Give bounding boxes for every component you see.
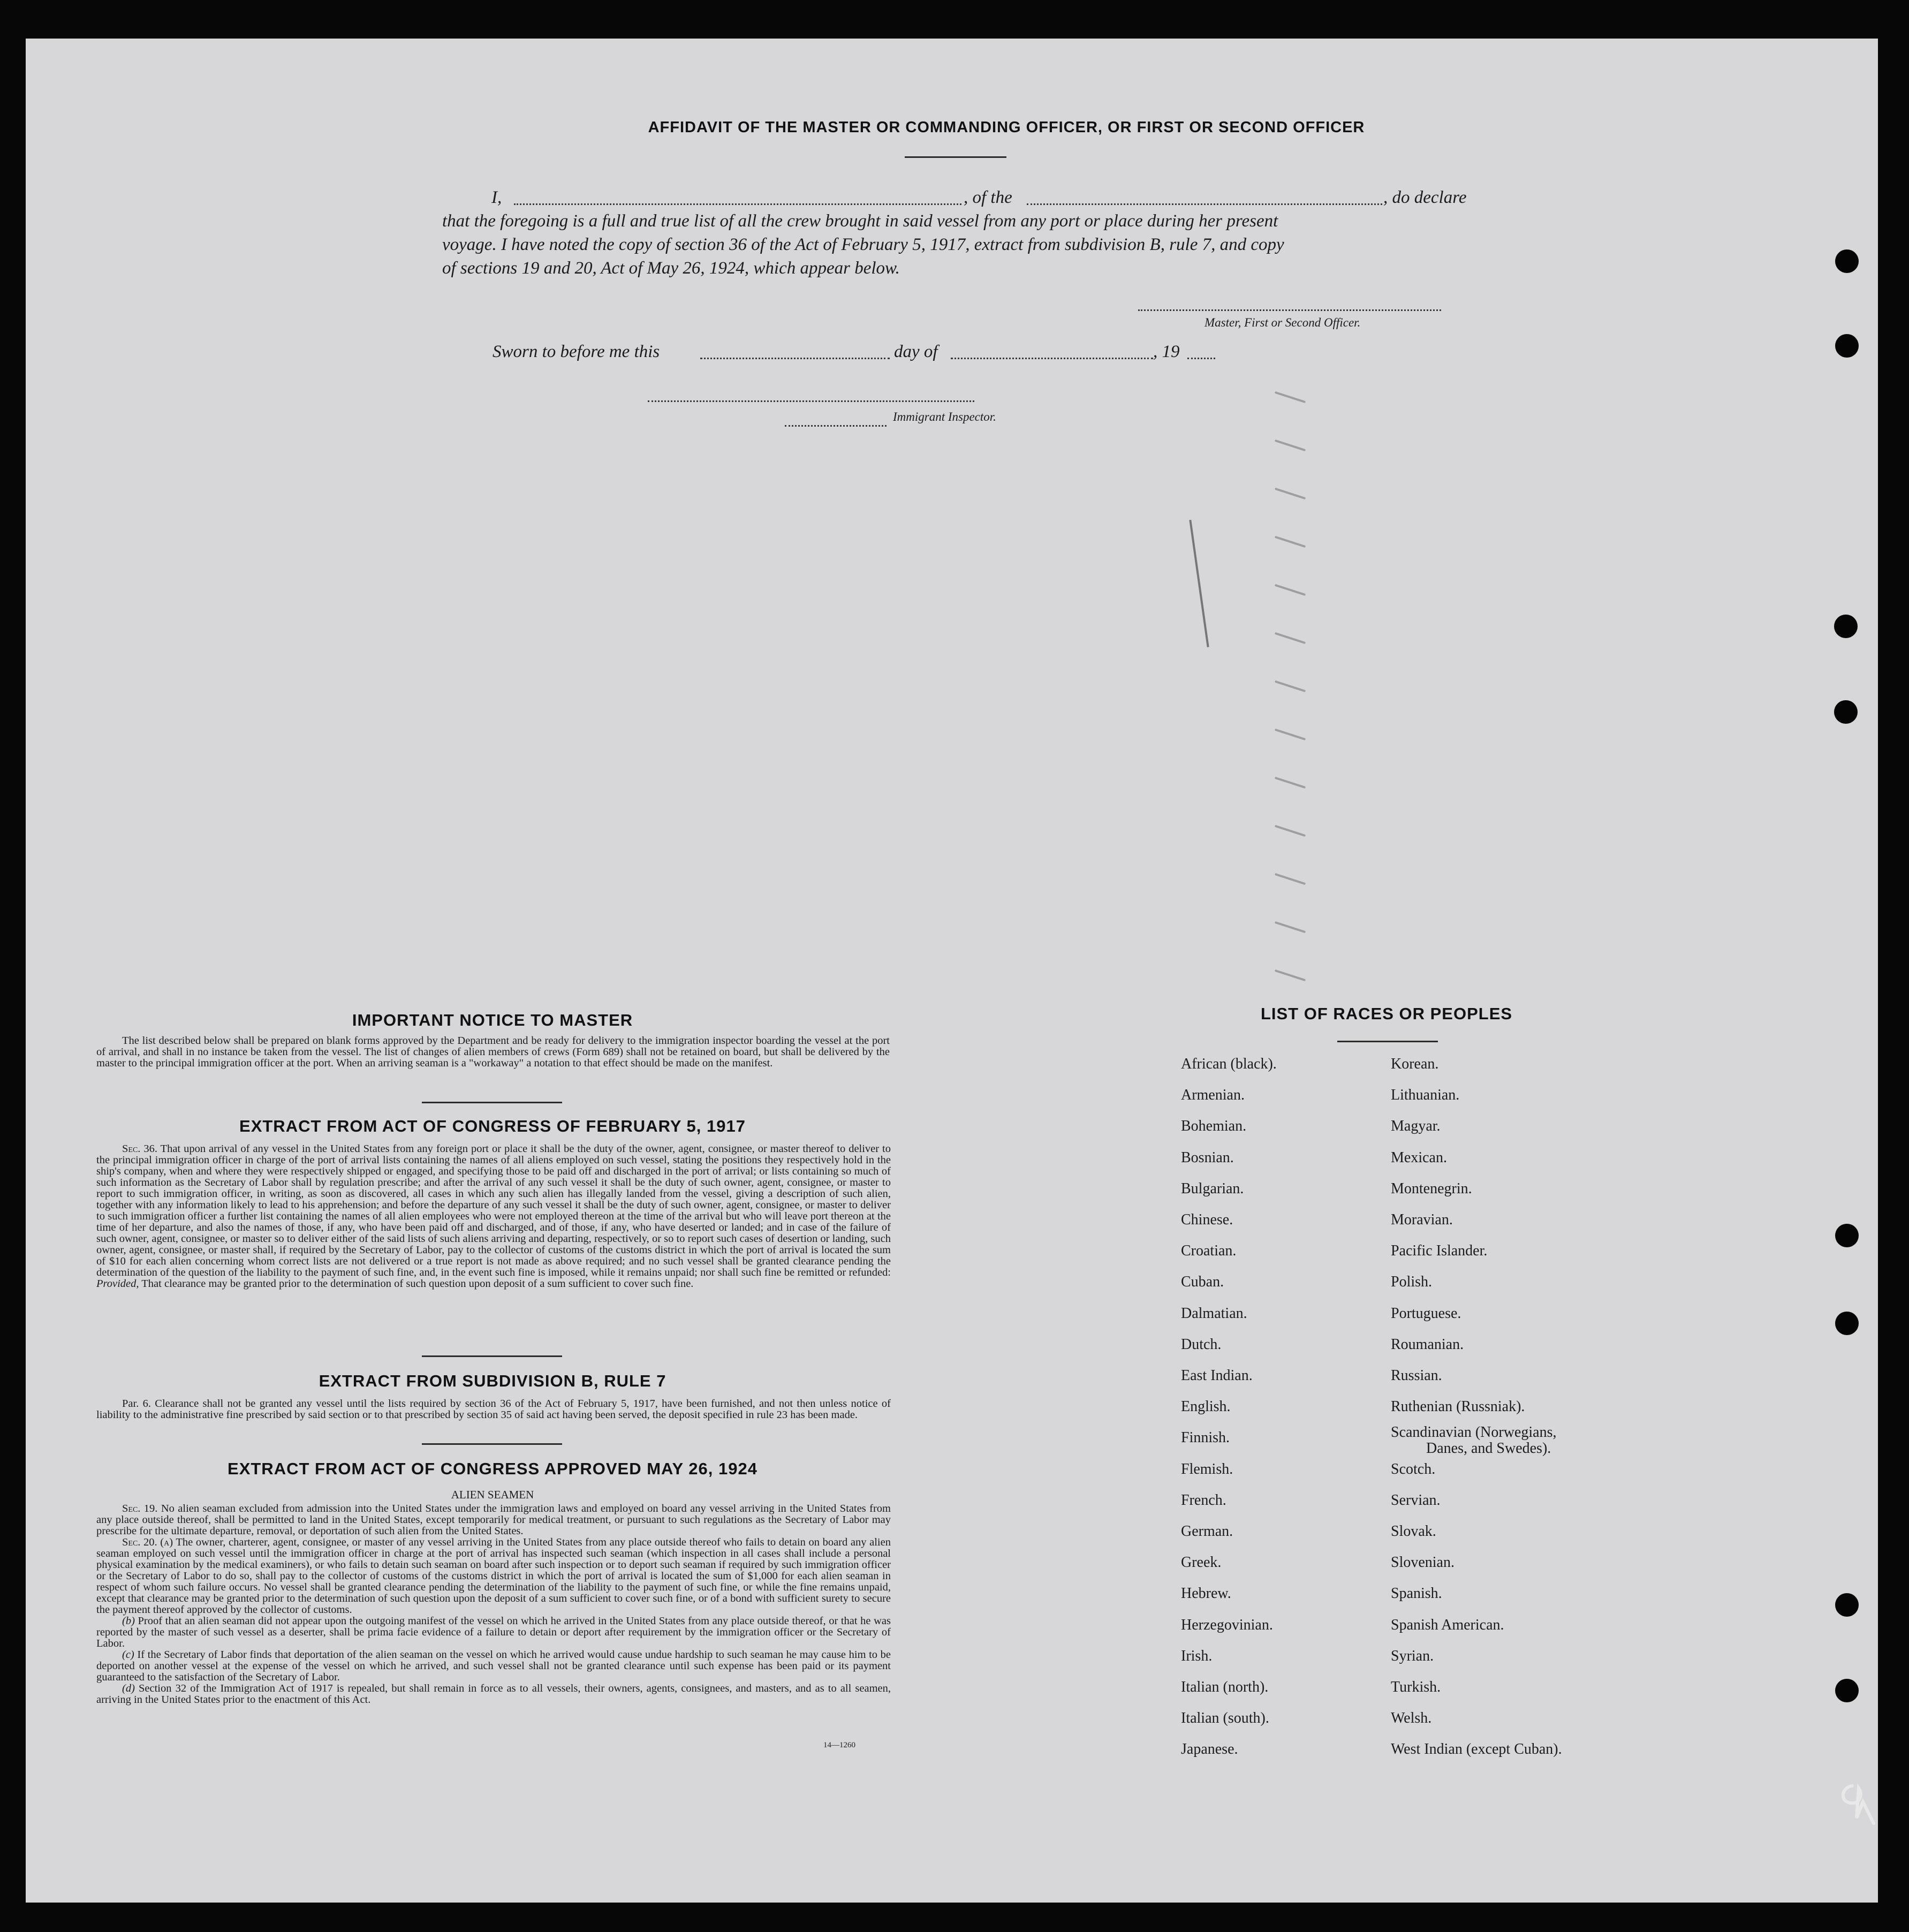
race-item: Dalmatian. <box>1181 1305 1247 1322</box>
race-item: Turkish. <box>1391 1679 1441 1695</box>
race-item: Scotch. <box>1391 1460 1436 1478</box>
race-item: Bosnian. <box>1181 1149 1234 1166</box>
name-field[interactable] <box>514 203 961 205</box>
notice-title: IMPORTANT NOTICE TO MASTER <box>352 1011 633 1029</box>
sworn-day-of: day of <box>894 342 938 361</box>
race-item: Bohemian. <box>1181 1118 1247 1135</box>
race-item: Scandinavian (Norwegians, <box>1391 1424 1557 1441</box>
affidavit-i: I, <box>491 188 502 207</box>
sworn-year-field[interactable] <box>1187 358 1215 359</box>
form-code: 14—1260 <box>823 1741 855 1749</box>
punch-hole <box>1835 249 1859 273</box>
master-signature-label: Master, First or Second Officer. <box>1205 316 1361 329</box>
race-item: Bulgarian. <box>1181 1180 1244 1197</box>
title-underline <box>905 156 1006 158</box>
sworn-prefix: Sworn to before me this <box>493 342 660 361</box>
race-item: Portuguese. <box>1391 1305 1461 1322</box>
divider <box>422 1102 562 1103</box>
divider <box>422 1443 562 1445</box>
inspector-signature-field[interactable] <box>648 400 974 402</box>
race-item: Croatian. <box>1181 1242 1237 1260</box>
extract-1924-title: EXTRACT FROM ACT OF CONGRESS APPROVED MAY 26, 1924 <box>228 1459 757 1478</box>
sec-20c-body: If the Secretary of Labor finds that deportation of the alien seaman on the vessel on which he arrived would cause undue hardship to such seaman he may cause him to be deported on another vessel at the expense of the vessel on which he arrived, and such vessel shall not be granted clearance until such expense has been paid or its payment guaranteed to the satisfaction of the Secretary of Labor. <box>96 1649 891 1683</box>
affidavit-of-the: , of the <box>964 188 1012 207</box>
race-item: Ruthenian (Russniak). <box>1391 1398 1525 1415</box>
races-title-underline <box>1337 1041 1438 1042</box>
affidavit-declare: , do declare <box>1383 188 1467 207</box>
sec-20d-body: Section 32 of the Immigration Act of 1917 is repealed, but shall remain in force as to all vessels, their owners, agents, consignees, and masters, and as to all seamen, arriving in the United States prior to the enactment of this Act. <box>96 1683 891 1706</box>
inspector-label: Immigrant Inspector. <box>893 410 996 423</box>
affidavit-title: AFFIDAVIT OF THE MASTER OR COMMANDING OFFICER, OR FIRST OR SECOND OFFICER <box>648 119 1365 136</box>
inspector-prefix-dots <box>785 425 887 427</box>
race-item: Servian. <box>1391 1491 1441 1509</box>
sec-19-body: No alien seaman excluded from admission into the United States under the immigration laws and employed on board any vessel arriving in the United States from any place outside thereof, shall be permitted to land in the United States, except temporarily for medical treatment, or pursuant to such regulations as the Secretary of Labor may prescribe for the ultimate departure, removal, or deportation of such alien from the United States. <box>96 1503 891 1537</box>
sec-36-label: Sec. 36. <box>122 1143 157 1155</box>
affidavit-line-1 <box>491 185 502 210</box>
race-item: Russian. <box>1391 1367 1442 1384</box>
race-item: Dutch. <box>1181 1336 1222 1353</box>
extract-1917-text <box>96 1143 891 1290</box>
affidavit-line-3: voyage. I have noted the copy of section 36 of the Act of February 5, 1917, extract from subdivision B, rule 7, and copy <box>442 235 1284 254</box>
sworn-year: , 19 <box>1153 342 1180 361</box>
punch-hole <box>1835 1679 1859 1702</box>
sworn-day-field[interactable] <box>700 358 890 359</box>
race-item: Pacific Islander. <box>1391 1242 1488 1260</box>
vessel-field[interactable] <box>1027 203 1382 205</box>
punch-hole <box>1835 1312 1859 1335</box>
provided-word: Provided, <box>96 1278 139 1290</box>
punch-hole <box>1834 615 1858 638</box>
race-item: Welsh. <box>1391 1710 1432 1727</box>
race-item: Mexican. <box>1391 1149 1447 1166</box>
race-item: Korean. <box>1391 1056 1439 1072</box>
race-item: Spanish American. <box>1391 1616 1504 1633</box>
race-item: Magyar. <box>1391 1118 1441 1135</box>
extract-1917-title: EXTRACT FROM ACT OF CONGRESS OF FEBRUARY 5, 1917 <box>239 1117 746 1135</box>
punch-hole <box>1835 334 1859 358</box>
race-item: Roumanian. <box>1391 1336 1464 1353</box>
master-signature-field[interactable] <box>1138 309 1441 311</box>
race-item: Greek. <box>1181 1554 1222 1571</box>
race-item: Lithuanian. <box>1391 1087 1460 1104</box>
rule7-text: Par. 6. Clearance shall not be granted any vessel until the lists required by section 36 of the Act of February 5, 1917, have been furnished, and not then unless notice of liability to the administrative fine prescribed by said section or to that prescribed by section 35 of said act having been served, the deposit specified in rule 23 has been made. <box>96 1398 891 1421</box>
sec-36-end: That clearance may be granted prior to the determination of such question upon deposit of a sum sufficient to cover such fine. <box>141 1278 694 1290</box>
handwritten-page-number <box>1831 1781 1879 1834</box>
sec-20a-body: The owner, charterer, agent, consignee, or master of any vessel arriving in the United States from any place outside thereof who fails to detain on board any alien seaman employed on such vessel until the immigration officer in charge at the port of arrival has inspected such seaman (which inspection in all cases shall include a personal physical examination by the medical examiners), or who fails to detain such seaman on board after such inspection or to deport such seaman if required by such immigration officer or the Secretary of Labor to do so, shall pay to the collector of customs of the customs district in which the port of arrival is located the sum of $1,000 for each alien seaman in respect of whom such failure occurs. No vessel shall be granted clearance pending the determination of the liability to the payment of such fine, or while the fine remains unpaid, except that clearance may be granted prior to the determination of such question upon the deposit of a sum sufficient to cover such fine, or of a bond with sufficient surety to secure the payment thereof approved by the collector of customs. <box>96 1536 891 1616</box>
notice-text: The list described below shall be prepared on blank forms approved by the Department and be ready for delivery to the immigration inspector boarding the vessel at the port of arrival, and shall in no instance be taken from the vessel. The list of changes of alien members of crews (Form 689) shall not be retained on board, but shall be delivered by the master to the principal immigration officer at the port. When an arriving seaman is a "workaway" a notation to that effect should be made on the manifest. <box>96 1035 890 1069</box>
sec-19-label: Sec. 19. <box>122 1503 158 1514</box>
sec-20c-label: (c) <box>122 1649 134 1661</box>
sec-20d-label: (d) <box>122 1683 135 1694</box>
divider <box>422 1355 562 1357</box>
races-title: LIST OF RACES OR PEOPLES <box>1260 1004 1513 1023</box>
affidavit-line-2: that the foregoing is a full and true list of all the crew brought in said vessel from any port or place during her present <box>442 211 1278 231</box>
race-item: English. <box>1181 1398 1231 1415</box>
punch-hole <box>1835 1224 1859 1247</box>
race-item: Polish. <box>1391 1274 1433 1291</box>
race-item: Cuban. <box>1181 1274 1224 1291</box>
race-item-scandinavian-cont: Danes, and Swedes). <box>1426 1440 1551 1457</box>
race-item: Syrian. <box>1391 1647 1434 1664</box>
sworn-month-field[interactable] <box>951 358 1153 359</box>
race-item: Herzegovinian. <box>1181 1616 1273 1633</box>
race-item: West Indian (except Cuban). <box>1391 1741 1562 1758</box>
punch-hole <box>1835 1593 1859 1617</box>
race-item: Finnish. <box>1181 1429 1230 1446</box>
race-item: Armenian. <box>1181 1087 1245 1104</box>
extract-1924-text <box>96 1503 891 1706</box>
race-item: Montenegrin. <box>1391 1180 1472 1197</box>
punch-hole <box>1834 700 1858 724</box>
rule7-title: EXTRACT FROM SUBDIVISION B, RULE 7 <box>319 1372 666 1390</box>
sec-20b-label: (b) <box>122 1615 135 1627</box>
affidavit-line-4: of sections 19 and 20, Act of May 26, 1924, which appear below. <box>442 259 900 278</box>
race-item: Italian (north). <box>1181 1679 1269 1695</box>
race-item: Chinese. <box>1181 1211 1233 1228</box>
race-item: Slovak. <box>1391 1523 1436 1540</box>
alien-seamen-subtitle: ALIEN SEAMEN <box>451 1488 534 1501</box>
race-item: German. <box>1181 1523 1233 1540</box>
race-item: Italian (south). <box>1181 1710 1269 1727</box>
race-item: African (black). <box>1181 1056 1277 1072</box>
race-item: Spanish. <box>1391 1585 1442 1602</box>
race-item: East Indian. <box>1181 1367 1253 1384</box>
sec-36-body: That upon arrival of any vessel in the United States from any foreign port or place it shall be the duty of the owner, agent, consignee, or master thereof to deliver to the principal immigration officer in charge of the port of arrival lists containing the names of all aliens employed on such vessel, stating the positions they respectively hold in the ship's company, when and where they were respectively shipped or engaged, and specifying those to be paid off and discharged in the port of arrival; or lists containing so much of such information as the Secretary of Labor shall by regulation prescribe; and after the arrival of any such vessel it shall be the duty of such owner, agent, consignee, or master to report to such immigration officer, in writing, as soon as discovered, all cases in which any such alien has illegally landed from the vessel, giving a description of such alien, together with any information likely to lead to his apprehension; and before the departure of any such vessel it shall be the duty of such owner, agent, consignee, or master to deliver to such immigration officer a further list containing the names of all alien employees who were not employed thereon at the time of the arrival but who will leave port thereon at the time of her departure, and also the names of those, if any, who have been paid off and discharged, and of those, if any, who have deserted or landed; and in case of the failure of such owner, agent, consignee, or master so to deliver either of the said lists of such aliens arriving and departing, respectively, or so to report such cases of desertion or landing, such owner, agent, consignee, or master shall, if required by the Secretary of Labor, pay to the collector of customs of the customs district in which the port of arrival is located the sum of $10 for each alien concerning whom correct lists are not delivered or a true report is not made as above required; and no such vessel shall be granted clearance pending the determination of the question of the liability to the payment of such fine, and, in the event such fine is imposed, while it remains unpaid; nor shall such fine be remitted or refunded: <box>96 1143 891 1278</box>
sec-20-label: Sec. 20. (a) <box>122 1536 173 1548</box>
race-item: Moravian. <box>1391 1211 1453 1228</box>
sec-20b-body: Proof that an alien seaman did not appear upon the outgoing manifest of the vessel on which he arrived in the United States from any place outside thereof, or that he was reported by the master of such vessel as a deserter, shall be prima facie evidence of a failure to detain or deport after requirement by the immigration officer or the Secretary of Labor. <box>96 1615 891 1649</box>
race-item: Flemish. <box>1181 1460 1233 1478</box>
race-item: French. <box>1181 1491 1226 1509</box>
race-item: Irish. <box>1181 1647 1213 1664</box>
race-item: Slovenian. <box>1391 1554 1455 1571</box>
race-item: Hebrew. <box>1181 1585 1231 1602</box>
race-item: Japanese. <box>1181 1741 1238 1758</box>
